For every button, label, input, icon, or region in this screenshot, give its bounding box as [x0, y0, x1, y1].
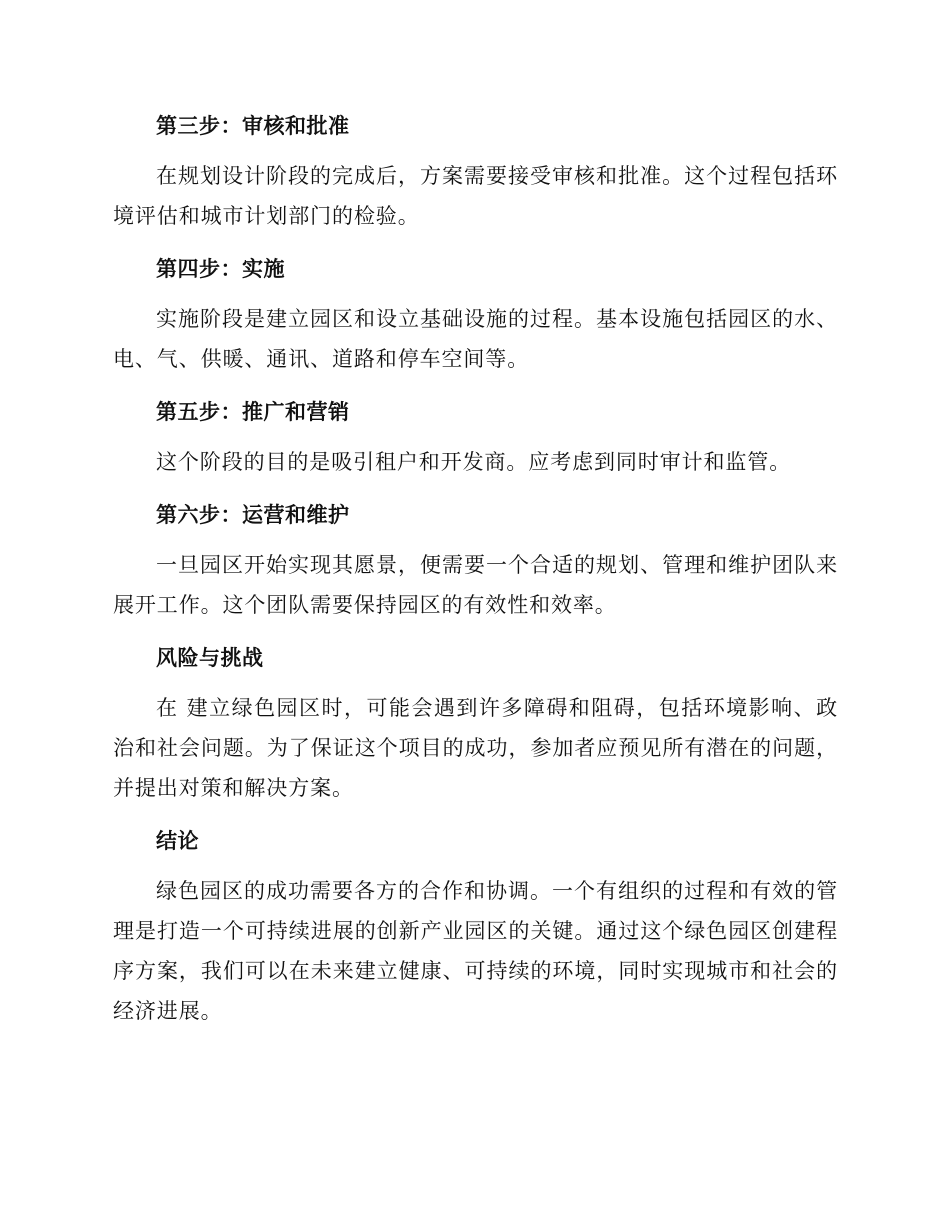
document-body [113, 106, 838, 1044]
section-heading: 第三步：审核和批准 [156, 114, 350, 138]
section-step-three [113, 106, 838, 236]
section-paragraph: 在规划设计阶段的完成后，方案需要接受审核和批准。这个过程包括环境评估和城市计划部门的检验。 [113, 164, 838, 228]
section-step-six [113, 495, 838, 625]
section-paragraph: 实施阶段是建立园区和设立基础设施的过程。基本设施包括园区的水、电、气、供暖、通讯、道路和停车空间等。 [113, 307, 838, 371]
section-heading: 第六步：运营和维护 [156, 503, 350, 527]
section-paragraph: 这个阶段的目的是吸引租户和开发商。应考虑到同时审计和监管。 [156, 450, 792, 474]
section-conclusion [113, 821, 838, 1031]
section-step-five [113, 392, 838, 482]
section-paragraph: 一旦园区开始实现其愿景，便需要一个合适的规划、管理和维护团队来展开工作。这个团队需要保持园区的有效性和效率。 [113, 553, 838, 617]
section-heading: 第四步：实施 [156, 257, 285, 281]
section-heading: 第五步：推广和营销 [156, 400, 350, 424]
section-paragraph: 绿色园区的成功需要各方的合作和协调。一个有组织的过程和有效的管理是打造一个可持续进展的创新产业园区的关键。通过这个绿色园区创建程序方案，我们可以在未来建立健康、可持续的环境，同时实现城市和社会的经济进展。 [113, 879, 838, 1023]
section-risks [113, 638, 838, 808]
section-heading: 风险与挑战 [156, 646, 264, 670]
section-paragraph: 在 建立绿色园区时，可能会遇到许多障碍和阻碍，包括环境影响、政治和社会问题。为了保证这个项目的成功，参加者应预见所有潜在的问题，并提出对策和解决方案。 [113, 696, 838, 800]
section-heading: 结论 [156, 829, 199, 853]
section-step-four [113, 249, 838, 379]
